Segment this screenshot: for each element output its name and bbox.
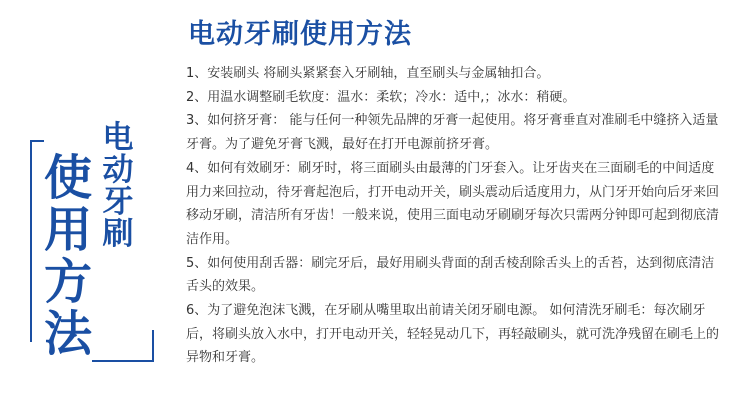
instruction-step-6: 6、为了避免泡沫飞溅，在牙刷从嘴里取出前请关闭牙刷电源。 如何清洗牙刷毛：每次刷牙后，将刷头放入水中，打开电动开关，轻轻晃动几下，再轻敲刷头，就可洗净残留在刷毛上的异物和牙膏。 bbox=[186, 303, 720, 366]
instruction-step-5: 5、如何使用刮舌器：刷完牙后，最好用刷头背面的刮舌棱刮除舌头上的舌苔，达到彻底清洁舌头的效果。 bbox=[186, 255, 715, 295]
instruction-step-2: 2、用温水调整刷毛软度：温水：柔软；冷水：适中,；冰水：稍硬。 bbox=[186, 89, 576, 105]
side-title-block bbox=[30, 112, 155, 364]
instruction-step-4: 4、如何有效刷牙：刷牙时，将三面刷头由最薄的门牙套入。让牙齿夹在三面刷毛的中间适度用力来回拉动，待牙膏起泡后，打开电动开关，刷头震动后适度用力，从门牙开始向后牙来回移动牙刷，清洁所有牙齿！一般来说，使用三面电动牙刷刷牙每次只需两分钟即可起到彻底清洁作用。 bbox=[186, 160, 720, 247]
bracket-right-decoration bbox=[92, 330, 154, 362]
side-title-big: 使用方法 bbox=[43, 150, 92, 362]
instruction-list bbox=[186, 62, 722, 370]
instruction-step-1: 1、安装刷头 将刷头紧紧套入牙刷轴，直至刷头与金属轴扣合。 bbox=[186, 66, 550, 81]
side-title-small: 电动牙刷 bbox=[102, 120, 134, 252]
page-title: 电动牙刷使用方法 bbox=[188, 19, 412, 50]
instruction-step-3: 3、如何挤牙膏： 能与任何一种领先品牌的牙膏一起使用。将牙膏垂直对准刷毛中缝挤入适量牙膏。为了避免牙膏飞溅，最好在打开电源前挤牙膏。 bbox=[186, 113, 719, 153]
